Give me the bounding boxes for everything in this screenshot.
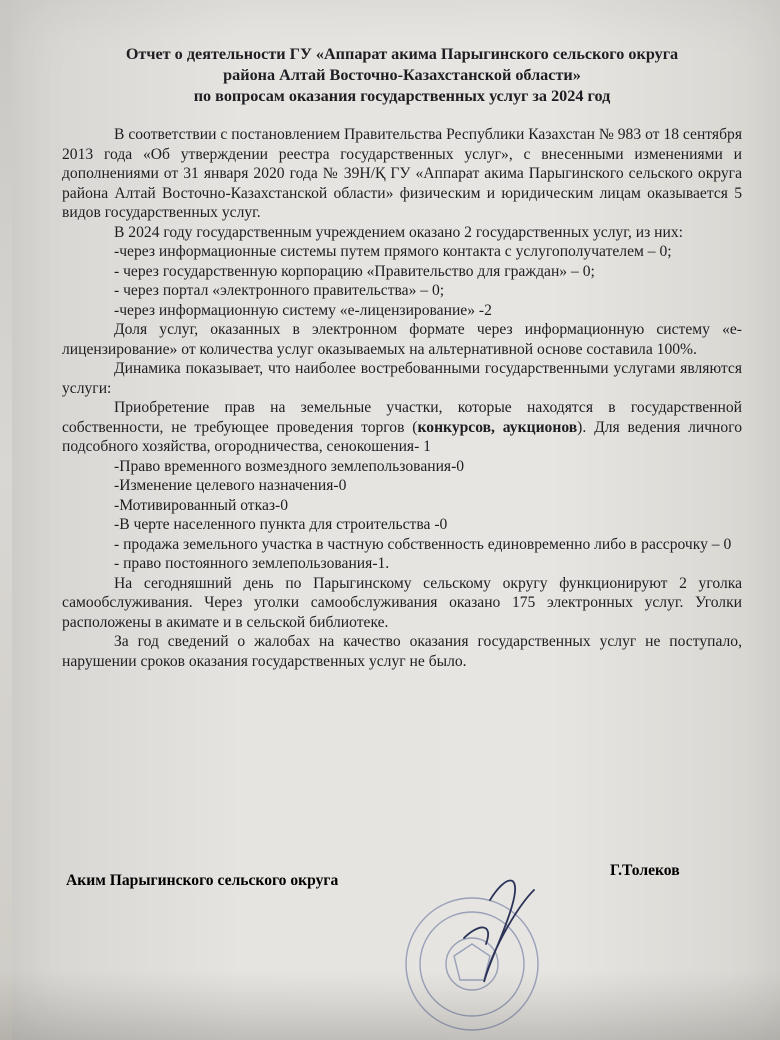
signatory-name: Г.Толеков bbox=[610, 862, 680, 879]
paragraph-dynamics: Динамика показывает, что наиболее востребованными государственными услугами являются услуги: bbox=[62, 360, 742, 397]
list-item-egov-portal: - через портал «электронного правительства» – 0; bbox=[114, 282, 445, 299]
title-line-2: района Алтай Восточно-Казахстанской области» bbox=[223, 66, 581, 84]
list-item-purpose-change: -Изменение целевого назначения-0 bbox=[114, 477, 347, 494]
paragraph-services-count: В 2024 году государственным учреждением оказано 2 государственных услуг, из них: bbox=[114, 223, 683, 241]
list-item-land-sale: - продажа земельного участка в частную собственность единовременно либо в рассрочку – 0 bbox=[114, 535, 732, 553]
report-title bbox=[62, 44, 742, 107]
paragraph-complaints: За год сведений о жалобах на качество оказания государственных услуг не поступало, нарушении сроков оказания государственных услуг не было. bbox=[62, 633, 742, 670]
signatory-position: Аким Парыгинского сельского округа bbox=[66, 872, 339, 889]
list-item-e-licensing: -через информационную систему «е-лицензирование» -2 bbox=[114, 301, 492, 319]
list-item-gov-corporation: - через государственную корпорацию «Правительство для граждан» – 0; bbox=[114, 262, 595, 280]
land-rights-bold-auctions: аукционов bbox=[502, 418, 578, 436]
list-item-temporary-use: -Право временного возмездного землепользования-0 bbox=[114, 457, 465, 475]
title-line-3: по вопросам оказания государственных услуг за 2024 год bbox=[193, 87, 611, 105]
paragraph-electronic-share: Доля услуг, оказанных в электронном формате через информационную систему «е-лицензирование» от количества услуг оказываемых на альтернативной основе составила 100%. bbox=[62, 321, 742, 358]
paragraph-self-service: На сегодняшний день по Парыгинскому сельскому округу функционируют 2 уголка самообслуживания. Через уголки самообслуживания оказано 175 электронных услуг. Уголки расположены в акимате и в сельской библиотеке. bbox=[62, 574, 742, 631]
paragraph-land-rights bbox=[62, 398, 742, 457]
list-item-permanent-use: - право постоянного землепользования-1. bbox=[114, 555, 390, 572]
land-rights-bold-contests: конкурсов bbox=[417, 418, 492, 436]
land-rights-text-b: ). Для ведения личного подсобного хозяйства, огородничества, сенокошения- 1 bbox=[62, 418, 743, 455]
list-item-refusal: -Мотивированный отказ-0 bbox=[114, 496, 289, 514]
list-item-construction: -В черте населенного пункта для строительства -0 bbox=[114, 516, 448, 533]
land-rights-comma: , bbox=[491, 418, 503, 436]
list-item-info-systems: -через информационные системы путем прямого контакта с услугополучателем – 0; bbox=[114, 243, 672, 260]
photo-shadow bbox=[0, 970, 780, 1040]
document-body bbox=[62, 44, 742, 671]
paragraph-intro: В соответствии с постановлением Правительства Республики Казахстан № 983 от 18 сентября 2013 года «Об утверждении реестра государственных услуг», с внесенными изменениями и дополнениями от 31 января 2020 года № 39Н/Қ ГУ «Аппарат акима Парыгинского сельского округа района Алтай Восточно-Казахстанской области» физическим и юридическим лицам оказывается 5 видов государственных услуг. bbox=[62, 126, 742, 221]
title-line-1: Отчет о деятельности ГУ «Аппарат акима Парыгинского сельского округа bbox=[125, 45, 679, 63]
land-rights-text-a: Приобретение прав на земельные участки, которые находятся в государственной собственности, не требующее проведения торгов ( bbox=[62, 399, 742, 436]
